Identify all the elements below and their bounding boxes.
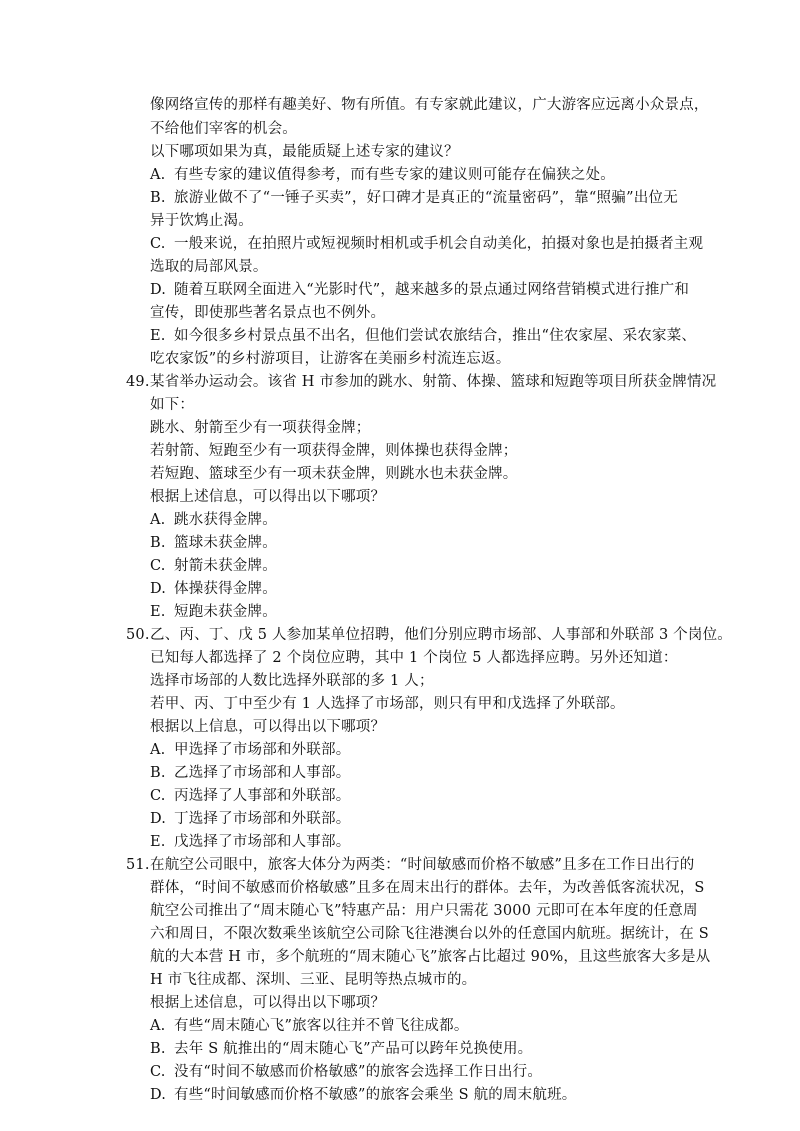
q50-stem-line-2: 已知每人都选择了 2 个岗位应聘，其中 1 个岗位 5 人都选择应聘。另外还知道： [150, 650, 678, 666]
q51-option-c-text: 没有“时间不敏感而价格敏感”的旅客会选择工作日出行。 [174, 1064, 543, 1080]
q49-option-b-text: 篮球未获金牌。 [174, 535, 277, 551]
q48-option-d-text-1: 随着互联网全面进入“光影时代”，越来越多的景点通过网络营销模式进行推广和 [174, 282, 690, 298]
q48-option-d-line-2: 宣传，即使那些著名景点也不例外。 [150, 305, 386, 321]
q48-option-e-text-1: 如今很多乡村景点虽不出名，但他们尝试农旅结合，推出“住农家屋、采农家菜、 [174, 328, 697, 344]
q51-stem-text-3: 航空公司推出了“周末随心飞”特惠产品：用户只需花 3000 元即可在本年度的任意周 [150, 903, 698, 919]
q49-prompt: 根据上述信息，可以得出以下哪项？ [150, 489, 386, 505]
q48-stem-text-1: 像网络宣传的那样有趣美好、物有所值。有专家就此建议，广大游客应远离小众景点， [150, 97, 709, 113]
q51-option-c-letter: C. [150, 1064, 166, 1080]
q51-stem-line-1 [150, 855, 695, 875]
q48-stem-line-1 [150, 95, 709, 115]
q51-prompt: 根据上述信息，可以得出以下哪项？ [150, 995, 386, 1011]
q51-stem-text-1: 在航空公司眼中，旅客大体分为两类：“时间敏感而价格不敏感”且多在工作日出行的 [150, 857, 695, 873]
q51-stem-text-4: 六和周日，不限次数乘坐该航空公司除飞往港澳台以外的任意国内航班。据统计，在 S [150, 926, 709, 942]
q51-option-a-letter: A. [150, 1018, 166, 1034]
q51-stem-line-4 [150, 924, 709, 944]
q48-option-e-line-1 [174, 326, 697, 346]
q48-option-d-line-1 [174, 280, 690, 300]
q48-option-c-line-2: 选取的局部风景。 [150, 259, 268, 275]
q49-option-c-letter: C. [150, 558, 166, 574]
q51-option-b-letter: B. [150, 1041, 166, 1057]
q50-option-d-text: 丁选择了市场部和外联部。 [174, 811, 351, 827]
q50-stem-text-1: 乙、丙、丁、戊 5 人参加某单位招聘，他们分别应聘市场部、人事部和外联部 3 个岗位。 [150, 627, 732, 643]
q50-prompt: 根据以上信息，可以得出以下哪项？ [150, 719, 386, 735]
q49-option-a-letter: A. [150, 512, 166, 528]
q49-condition-1: 跳水、射箭至少有一项获得金牌； [150, 420, 371, 436]
q48-option-c-letter: C. [150, 236, 166, 252]
q49-condition-2: 若射箭、短跑至少有一项获得金牌，则体操也获得金牌； [150, 443, 518, 459]
q50-stem-line-1 [150, 625, 732, 645]
q48-option-e-line-2: 吃农家饭”的乡村游项目，让游客在美丽乡村流连忘返。 [150, 351, 511, 367]
q48-option-c-text-1: 一般来说，在拍照片或短视频时相机或手机会自动美化，拍摄对象也是拍摄者主观 [174, 236, 704, 252]
q51-stem-text-5: 航的大本营 H 市，多个航班的“周末随心飞”旅客占比超过 90%，且这些旅客大多是从 [150, 949, 711, 965]
q50-option-a-text: 甲选择了市场部和外联部。 [174, 742, 351, 758]
q50-condition-1: 选择市场部的人数比选择外联部的多 1 人； [150, 673, 434, 689]
q50-option-a-letter: A. [150, 742, 166, 758]
q51-number: 51. [126, 857, 150, 873]
q48-option-b-line-1 [174, 188, 678, 208]
q49-option-a-text: 跳水获得金牌。 [174, 512, 277, 528]
q50-condition-2: 若甲、丙、丁中至少有 1 人选择了市场部，则只有甲和戊选择了外联部。 [150, 696, 625, 712]
q51-option-d-letter: D. [150, 1087, 167, 1103]
q49-option-d-text: 体操获得金牌。 [174, 581, 277, 597]
q49-stem-text-1: 某省举办运动会。该省 H 市参加的跳水、射箭、体操、篮球和短跑等项目所获金牌情况 [150, 374, 717, 390]
q48-option-c-line-1 [174, 234, 704, 254]
q49-option-e-text: 短跑未获金牌。 [174, 604, 277, 620]
q48-option-b-letter: B. [150, 190, 166, 206]
q51-option-b-text: 去年 S 航推出的“周末随心飞”产品可以跨年兑换使用。 [174, 1041, 533, 1057]
q51-stem-line-5 [150, 947, 711, 967]
q51-stem-line-6: H 市飞往成都、深圳、三亚、昆明等热点城市的。 [150, 972, 477, 988]
q50-option-c-letter: C. [150, 788, 166, 804]
q50-option-b-letter: B. [150, 765, 166, 781]
q50-option-c-text: 丙选择了人事部和外联部。 [174, 788, 351, 804]
q49-stem-line-2: 如下： [150, 397, 195, 413]
q50-option-e-letter: E. [150, 834, 166, 850]
q48-stem-line-2: 不给他们宰客的机会。 [150, 121, 297, 137]
q48-prompt: 以下哪项如果为真，最能质疑上述专家的建议？ [150, 144, 459, 160]
q51-stem-text-2: 群体，“时间不敏感而价格敏感”且多在周末出行的群体。去年，为改善低客流状况，S [150, 880, 705, 896]
q49-option-e-letter: E. [150, 604, 166, 620]
q50-number: 50. [126, 627, 150, 643]
q50-option-d-letter: D. [150, 811, 167, 827]
q51-option-d-text: 有些“时间敏感而价格不敏感”的旅客会乘坐 S 航的周末航班。 [174, 1087, 577, 1103]
q49-condition-3: 若短跑、篮球至少有一项未获金牌，则跳水也未获金牌。 [150, 466, 518, 482]
q49-stem-line-1 [150, 372, 717, 392]
q48-option-b-text-1: 旅游业做不了“一锤子买卖”，好口碑才是真正的“流量密码”，靠“照骗”出位无 [174, 190, 678, 206]
q49-option-d-letter: D. [150, 581, 167, 597]
q48-option-d-letter: D. [150, 282, 167, 298]
q51-option-a-text: 有些“周末随心飞”旅客以往并不曾飞往成都。 [174, 1018, 469, 1034]
q49-option-c-text: 射箭未获金牌。 [174, 558, 277, 574]
q50-option-b-text: 乙选择了市场部和人事部。 [174, 765, 351, 781]
q51-stem-line-3 [150, 901, 698, 921]
q48-option-b-line-2: 异于饮鸩止渴。 [150, 213, 253, 229]
q48-option-e-letter: E. [150, 328, 166, 344]
q49-number: 49. [126, 374, 150, 390]
q49-option-b-letter: B. [150, 535, 166, 551]
q48-option-a-letter: A. [150, 167, 166, 183]
q48-option-a-text: 有些专家的建议值得参考，而有些专家的建议则可能存在偏狭之处。 [174, 167, 615, 183]
q50-option-e-text: 戊选择了市场部和人事部。 [174, 834, 351, 850]
q51-stem-line-2 [150, 878, 705, 898]
